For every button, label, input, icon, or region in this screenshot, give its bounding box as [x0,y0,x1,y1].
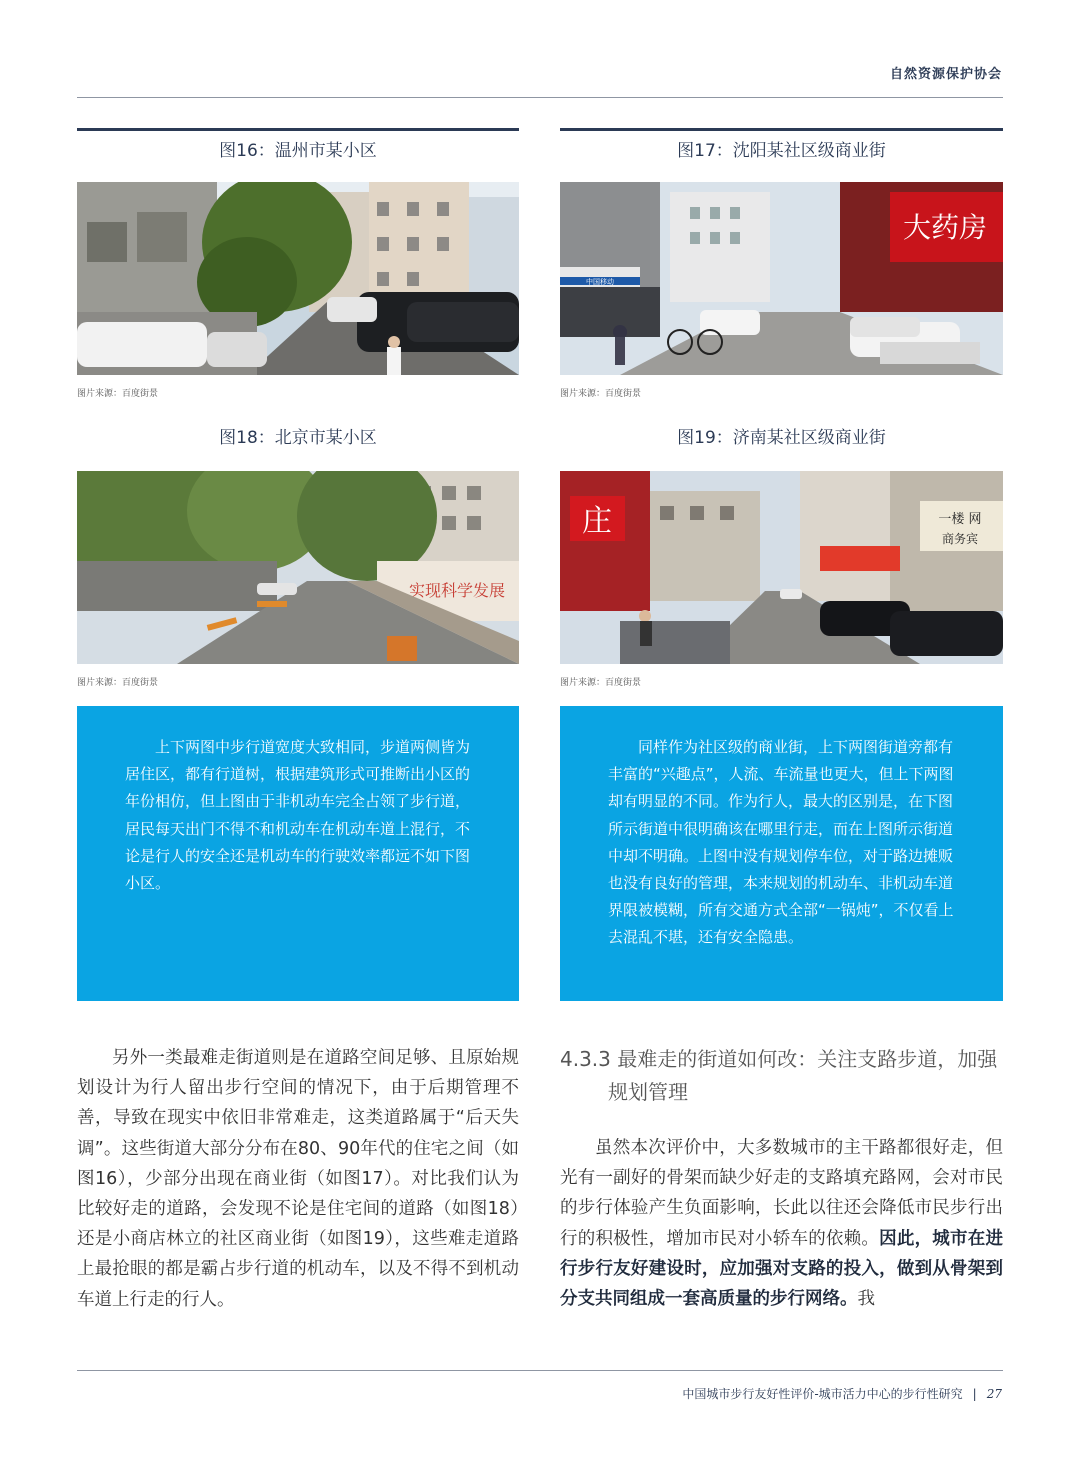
footer-divider [77,1370,1003,1371]
figure-19-photo [560,471,1003,664]
section-heading [560,1043,1003,1109]
organization-name: 自然资源保护协会 [889,67,1002,82]
figure-19-right-sign-2: 商务宾 [941,532,979,546]
figure-16-source: 图片来源：百度街景 [77,389,159,399]
figure-17-pharmacy-sign: 大药房 [902,211,988,244]
figure-18-source: 图片来源：百度街景 [77,678,159,688]
left-body-paragraph: 另外一类最难走街道则是在道路空间足够、且原始规划设计为行人留出步行空间的情况下，由于后期管理不善，导致在现实中依旧非常难走，这类道路属于“后天失调”。这些街道大部分分布在80、90年代的住宅之间（如图16），少部分出现在商业街（如图17）。对比我们认为比较好走的道路，会发现不论是住宅间的道路（如图18）还是小商店林立的社区商业街（如图19），这些难走道路上最抢眼的都是霸占步行道的机动车，以及不得不到机动车道上行走的行人。 [77,1048,519,1310]
figure-16-photo [77,182,519,375]
callout-box-left [77,706,519,1001]
figure-16-title: 图16：温州市某小区 [219,141,377,161]
right-body-paragraph [560,1133,1003,1314]
footer-separator: | [972,1387,977,1401]
right-column-body [560,1133,1003,1314]
callout-left-text: 上下两图中步行道宽度大致相同，步道两侧皆为居住区，都有行道树，根据建筑形式可推断出小区的年份相仿，但上图由于非机动车完全占领了步行道，居民每天出门不得不和机动车在机动车道上混行，不论是行人的安全还是机动车的行驶效率都远不如下图小区。 [125,738,471,893]
figure-17-photo [560,182,1003,375]
figure-19-title: 图19：济南某社区级商业街 [677,428,886,448]
right-body-tail: 我 [857,1289,875,1310]
figure-17-source: 图片来源：百度街景 [560,389,642,399]
callout-box-right [560,706,1003,1001]
figure-19-left-sign: 庄 [582,504,612,539]
section-number: 4.3.3 [560,1047,611,1071]
header-divider [77,97,1003,98]
figure-17-store-sign: 中国移动 [586,278,614,286]
figure-17-title: 图17：沈阳某社区级商业街 [677,141,886,161]
footer [682,1385,1002,1402]
section-title: 最难走的街道如何改：关注支路步道，加强规划管理 [608,1047,998,1104]
figure-18-title: 图18：北京市某小区 [219,428,377,448]
callout-right-text: 同样作为社区级的商业街，上下两图街道旁都有丰富的“兴趣点”，人流、车流量也更大，但上下两图却有明显的不同。作为行人，最大的区别是，在下图所示街道中很明确该在哪里行走，而在上图所示街道中却不明确。上图中没有规划停车位，对于路边摊贩也没有良好的管理，本来规划的机动车、非机动车道界限被模糊，所有交通方式全部“一锅炖”，不仅看上去混乱不堪，还有安全隐患。 [608,738,954,947]
figure-18-photo [77,471,519,664]
footer-title: 中国城市步行友好性评价-城市活力中心的步行性研究 [682,1387,963,1401]
left-column-body [77,1043,519,1315]
right-body-normal: 虽然本次评价中，大多数城市的主干路都很好走，但光有一副好的骨架而缺少好走的支路填充路网，会对市民的步行体验产生负面影响，长此以往还会降低市民步行出行的积极性，增加市民对小轿车的依赖。 [560,1138,1003,1249]
page-number: 27 [986,1387,1002,1401]
figure-19-right-sign: 一楼 网 [938,512,982,527]
figure-19-source: 图片来源：百度街景 [560,678,642,688]
figure-18-banner: 实现科学发展 [408,581,506,600]
right-body-bold: 因此，城市在进行步行友好建设时，应加强对支路的投入，做到从骨架到分支共同组成一套高质量的步行网络。 [560,1228,1003,1310]
